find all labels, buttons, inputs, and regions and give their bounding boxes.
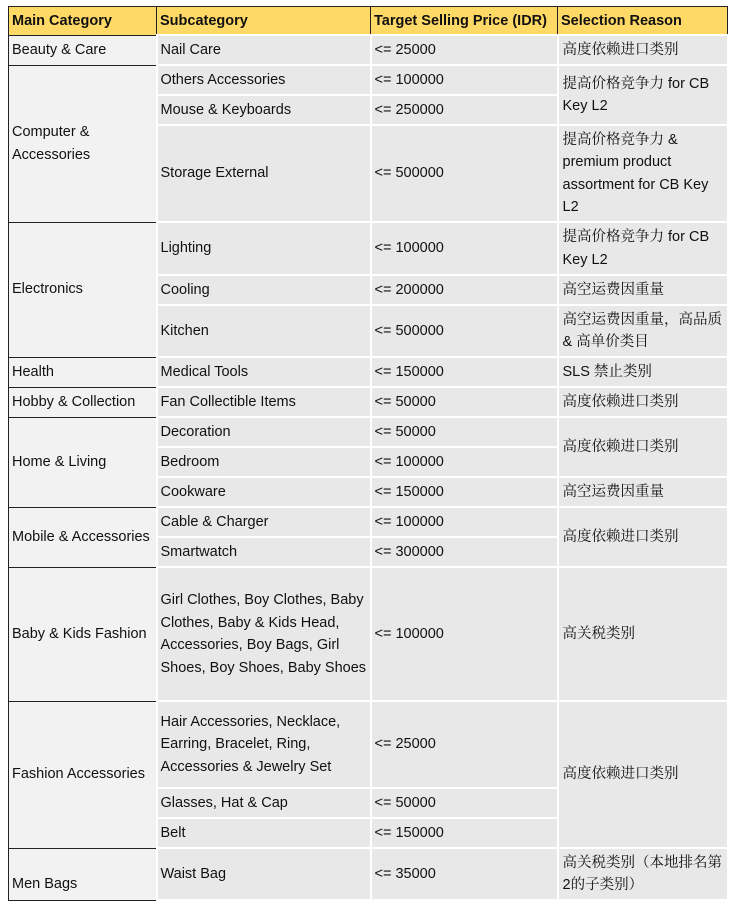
main-category-cell: Hobby & Collection xyxy=(9,387,157,417)
subcategory-cell: Cookware xyxy=(157,477,371,507)
subcategory-cell: Smartwatch xyxy=(157,537,371,567)
table-row xyxy=(9,357,728,387)
subcategory-cell: Glasses, Hat & Cap xyxy=(157,788,371,818)
price-cell: <= 200000 xyxy=(371,275,558,305)
price-cell: <= 300000 xyxy=(371,537,558,567)
category-price-table xyxy=(8,6,729,901)
reason-cell: 提高价格竞争力 for CB Key L2 xyxy=(558,65,728,125)
main-category-cell: Home & Living xyxy=(9,417,157,507)
table-row xyxy=(9,387,728,417)
price-cell: <= 150000 xyxy=(371,477,558,507)
subcategory-cell: Kitchen xyxy=(157,305,371,357)
price-cell: <= 35000 xyxy=(371,848,558,900)
reason-cell: 高度依赖进口类别 xyxy=(558,35,728,65)
subcategory-cell: Others Accessories xyxy=(157,65,371,95)
subcategory-cell: Decoration xyxy=(157,417,371,447)
table-row xyxy=(9,701,728,788)
table-row xyxy=(9,222,728,275)
price-cell: <= 150000 xyxy=(371,818,558,848)
main-category-cell: Electronics xyxy=(9,222,157,357)
reason-cell: 高空运费因重量 xyxy=(558,477,728,507)
reason-cell: 提高价格竞争力 for CB Key L2 xyxy=(558,222,728,275)
price-cell: <= 100000 xyxy=(371,65,558,95)
price-cell: <= 100000 xyxy=(371,447,558,477)
subcategory-cell: Cooling xyxy=(157,275,371,305)
main-category-cell: Baby & Kids Fashion xyxy=(9,567,157,701)
price-cell: <= 250000 xyxy=(371,95,558,125)
main-category-cell: Fashion Accessories xyxy=(9,701,157,848)
reason-cell: 高关税类别 xyxy=(558,567,728,701)
header-row xyxy=(9,7,728,36)
subcategory-cell: Belt xyxy=(157,818,371,848)
subcategory-cell: Fan Collectible Items xyxy=(157,387,371,417)
reason-cell: 高空运费因重量 xyxy=(558,275,728,305)
price-cell: <= 100000 xyxy=(371,222,558,275)
price-cell: <= 50000 xyxy=(371,387,558,417)
reason-cell: 高度依赖进口类别 xyxy=(558,387,728,417)
table-row xyxy=(9,848,728,900)
price-cell: <= 50000 xyxy=(371,788,558,818)
table-row xyxy=(9,417,728,447)
subcategory-cell: Girl Clothes, Boy Clothes, Baby Clothes, Baby & Kids Head, Accessories, Boy Bags, Girl Shoes, Boy Shoes, Baby Shoes xyxy=(157,567,371,701)
subcategory-cell: Cable & Charger xyxy=(157,507,371,537)
header-target-price: Target Selling Price (IDR) xyxy=(371,7,558,36)
reason-cell: 高空运费因重量，高品质 & 高单价类目 xyxy=(558,305,728,357)
table-row xyxy=(9,65,728,95)
reason-cell: 提高价格竞争力 & premium product assortment for CB Key L2 xyxy=(558,125,728,222)
table-row xyxy=(9,507,728,537)
reason-cell: 高度依赖进口类别 xyxy=(558,701,728,848)
main-category-cell: Health xyxy=(9,357,157,387)
subcategory-cell: Lighting xyxy=(157,222,371,275)
price-cell: <= 25000 xyxy=(371,701,558,788)
subcategory-cell: Mouse & Keyboards xyxy=(157,95,371,125)
table-row xyxy=(9,35,728,65)
subcategory-cell: Medical Tools xyxy=(157,357,371,387)
price-cell: <= 500000 xyxy=(371,305,558,357)
subcategory-cell: Bedroom xyxy=(157,447,371,477)
header-subcategory: Subcategory xyxy=(157,7,371,36)
price-cell: <= 25000 xyxy=(371,35,558,65)
subcategory-cell: Storage External xyxy=(157,125,371,222)
price-cell: <= 100000 xyxy=(371,567,558,701)
subcategory-cell: Hair Accessories, Necklace, Earring, Bracelet, Ring, Accessories & Jewelry Set xyxy=(157,701,371,788)
price-cell: <= 150000 xyxy=(371,357,558,387)
price-cell: <= 50000 xyxy=(371,417,558,447)
header-selection-reason: Selection Reason xyxy=(558,7,728,36)
reason-cell: SLS 禁止类别 xyxy=(558,357,728,387)
main-category-cell: Men Bags xyxy=(9,848,157,900)
reason-cell: 高度依赖进口类别 xyxy=(558,417,728,477)
main-category-cell: Computer & Accessories xyxy=(9,65,157,222)
subcategory-cell: Waist Bag xyxy=(157,848,371,900)
reason-cell: 高关税类别（本地排名第2的子类别） xyxy=(558,848,728,900)
price-cell: <= 100000 xyxy=(371,507,558,537)
reason-cell: 高度依赖进口类别 xyxy=(558,507,728,567)
header-main-category: Main Category xyxy=(9,7,157,36)
subcategory-cell: Nail Care xyxy=(157,35,371,65)
main-category-cell: Beauty & Care xyxy=(9,35,157,65)
table-row xyxy=(9,567,728,701)
price-cell: <= 500000 xyxy=(371,125,558,222)
main-category-cell: Mobile & Accessories xyxy=(9,507,157,567)
